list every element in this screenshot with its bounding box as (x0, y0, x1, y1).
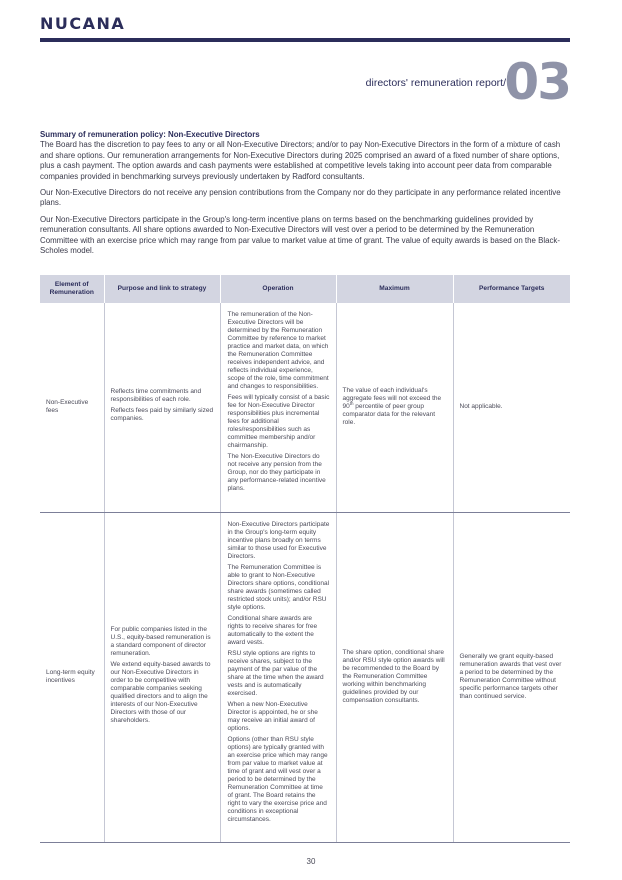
purpose-text: Reflects time commitments and responsibilities of each role. (110, 388, 202, 404)
intro-paragraph: Our Non-Executive Directors do not receive any pension contributions from the Company nor do they participate in any performance related incentive plans. (40, 188, 561, 208)
header-performance: Performance Targets (453, 275, 570, 303)
intro-section (40, 130, 570, 262)
company-logo: NUCANA (40, 14, 126, 33)
header-operation: Operation (220, 275, 336, 303)
operation-text: RSU style options are rights to receive shares, subject to the payment of the par value of the share at the time when the award vests and is automatically exercised. (227, 649, 324, 697)
purpose-text: Reflects fees paid by similarly sized companies. (110, 407, 214, 423)
operation-text: Fees will typically consist of a basic fee for Non-Executive Director responsibilities plus incremental fees for additional roles/responsibilities such as committee membership and/or chairmanship. (227, 394, 330, 449)
maximum-text: The value of each individual's aggregate fees will not exceed the 90 (342, 387, 442, 411)
cell-operation (220, 303, 336, 512)
table-row (40, 303, 570, 512)
section-number: 03 (504, 53, 570, 111)
header-purpose: Purpose and link to strategy (104, 275, 220, 303)
cell-element: Long-term equity incentives (40, 512, 104, 842)
cell-purpose (104, 303, 220, 512)
operation-text: Conditional share awards are rights to receive shares for free automatically to the extent the award vests. (227, 614, 318, 646)
operation-text: The Remuneration Committee is able to grant to Non-Executive Directors share options, conditional share awards (sometimes called restricted stock units); and/or RSU style options. (227, 563, 330, 611)
maximum-text: percentile of peer group comparator data for the relevant role. (342, 403, 435, 427)
section-label: directors' remuneration report/ (365, 77, 506, 89)
operation-text: Non-Executive Directors participate in the Group's long-term equity incentive plans broadly on terms similar to those used for Executive Directors. (227, 520, 330, 560)
intro-paragraph: The Board has the discretion to pay fees to any or all Non-Executive Directors; and/or to pay Non-Executive Directors in the form of a mixture of cash and share options. Our remuneration arrangements for Non-Executive Directors during 2025 comprised an award of a fixed number of share options, plus a cash payment. The option awards and cash payments were established at competitive levels taking into account peer data from comparable companies provided in benchmarking surveys previously undertaken by Radford consultants. (40, 140, 561, 181)
header-rule (40, 38, 570, 42)
operation-text: Options (other than RSU style options) are typically granted with an exercise price which may range from par value to market value at time of grant and will vest over a period to be determined by the Remuneration Committee at time of grant. The Board retains the right to vary the exercise price and conditions in exceptional circumstances. (227, 735, 328, 823)
ordinal-suffix: th (349, 401, 354, 407)
cell-purpose (104, 512, 220, 842)
intro-heading: Summary of remuneration policy: Non-Executive Directors (40, 130, 260, 139)
cell-maximum: The share option, conditional share and/or RSU style option awards will be recommended to the Board by the Remuneration Committee working within benchmarking guidelines provided by our compensation consultants. (336, 512, 453, 842)
page-number: 30 (306, 857, 316, 866)
operation-text: The Non-Executive Directors do not receive any pension from the Group, nor do they participate in any performance-related incentive plans. (227, 453, 326, 492)
cell-maximum (336, 303, 453, 512)
cell-operation (220, 512, 336, 842)
purpose-text: For public companies listed in the U.S., equity-based remuneration is a standard component of director remuneration. (110, 626, 211, 657)
header-element: Element of Remuneration (40, 275, 104, 303)
table-header-row (40, 275, 570, 303)
remuneration-policy-table (40, 275, 570, 843)
purpose-text: We extend equity-based awards to our Non-Executive Directors in order to be competitive with comparable companies seeking qualified directors and to align the interests of our Non-Executive Directors with those of our shareholders. (110, 661, 211, 724)
intro-paragraph: Our Non-Executive Directors participate in the Group's long-term incentive plans on terms based on the benchmarking guidelines provided by remuneration consultants. All share options awarded to Non-Executive Directors will vest over a period to be determined by the Remuneration Committee with an exercise price which may range from par value to market value at time of grant. The value of equity awards is based on the Black-Scholes model. (40, 214, 561, 256)
table-row (40, 512, 570, 842)
cell-element: Non-Executive fees (40, 303, 104, 512)
operation-text: The remuneration of the Non-Executive Directors will be determined by the Remuneration Committee by reference to market practice and market data, on which the Remuneration Committee receives independent advice, and reflects individual experience, scope of the role, time commitment and changes to responsibilities. (227, 311, 329, 390)
cell-performance: Not applicable. (453, 303, 570, 512)
header-maximum: Maximum (336, 275, 453, 303)
cell-performance: Generally we grant equity-based remuneration awards that vest over a period to be determined by the Remuneration Committee without specific performance targets other than continued service. (453, 512, 570, 842)
operation-text: When a new Non-Executive Director is appointed, he or she may receive an initial award of options. (227, 700, 318, 732)
